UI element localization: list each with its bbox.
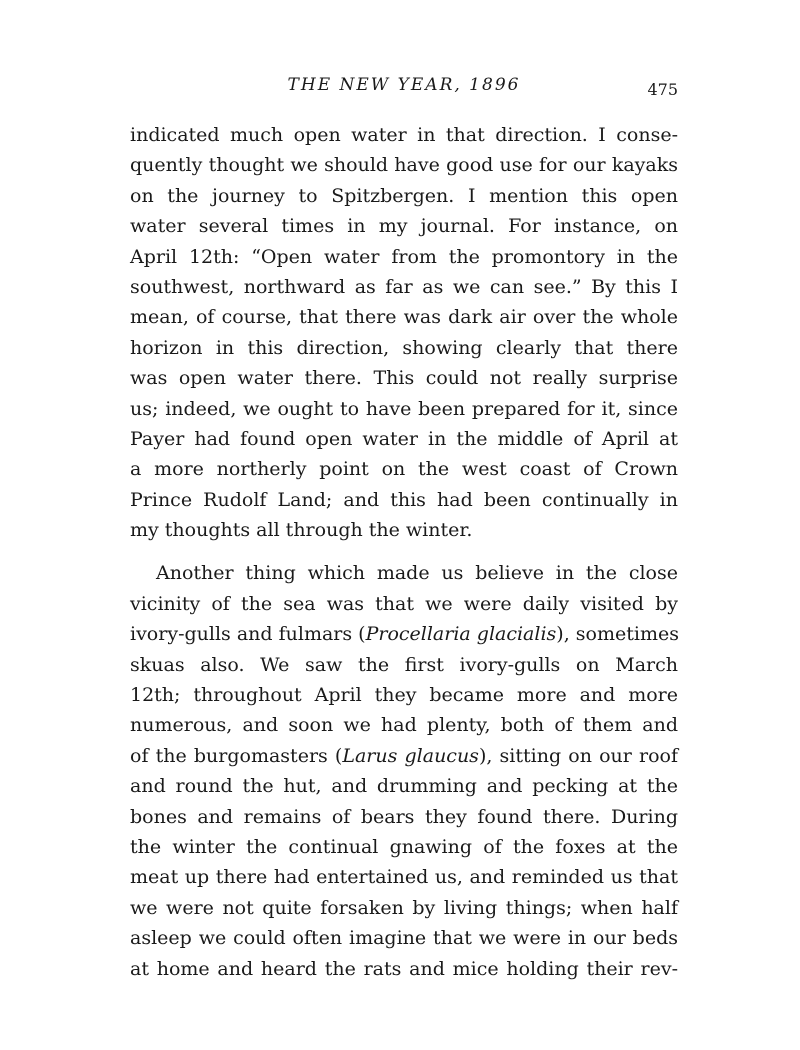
text-line: was open water there. This could not really surprise (130, 367, 678, 390)
text-line: the winter the continual gnawing of the foxes at the (130, 835, 678, 858)
text-run: ivory-gulls and fulmars ( (130, 623, 366, 646)
page-number: 475 (647, 80, 678, 99)
paragraph-2 (130, 558, 678, 983)
text-line: 12th; throughout April they became more and more (130, 684, 678, 707)
text-line: April 12th: “Open water from the promontory in the (130, 245, 678, 268)
species-name: Larus glaucus (342, 744, 479, 767)
text-line: water several times in my journal. For instance, on (130, 215, 678, 238)
text-line: quently thought we should have good use for our kayaks (130, 154, 678, 177)
text-line: asleep we could often imagine that we were in our beds (130, 927, 678, 950)
text-line: skuas also. We saw the first ivory-gulls on March (130, 653, 678, 676)
text-line: indicated much open water in that direction. I conse- (130, 124, 678, 146)
text-line (130, 741, 678, 771)
running-title: THE NEW YEAR, 1896 (287, 75, 521, 95)
paragraph-1 (130, 120, 678, 545)
text-run: of the burgomasters ( (130, 744, 343, 767)
text-line: horizon in this direction, showing clearly that there (130, 336, 678, 359)
text-line: mean, of course, that there was dark air over the whole (130, 306, 678, 329)
text-line: my thoughts all through the winter. (130, 519, 473, 542)
text-line: a more northerly point on the west coast of Crown (130, 458, 678, 481)
text-line: vicinity of the sea was that we were daily visited by (130, 592, 678, 615)
text-line: bones and remains of bears they found there. During (130, 805, 678, 828)
text-line: meat up there had entertained us, and reminded us that (130, 866, 678, 889)
text-line: southwest, northward as far as we can see.” By this I (130, 275, 678, 298)
text-line: Prince Rudolf Land; and this had been continually in (130, 488, 678, 511)
text-run: ), sitting on our roof (478, 744, 678, 767)
text-line (130, 619, 678, 649)
text-line: at home and heard the rats and mice holding their rev- (130, 957, 678, 980)
text-line: Another thing which made us believe in the close (156, 562, 678, 585)
text-line: on the journey to Spitzbergen. I mention this open (130, 184, 678, 207)
body-text (130, 120, 678, 984)
paper-speck (96, 48, 110, 57)
text-line: numerous, and soon we had plenty, both of them and (130, 714, 678, 737)
text-line: we were not quite forsaken by living things; when half (130, 896, 678, 919)
text-line: and round the hut, and drumming and pecking at the (130, 775, 678, 798)
page-header (130, 75, 678, 103)
text-run: ), sometimes (556, 623, 679, 646)
text-line: Payer had found open water in the middle of April at (130, 427, 678, 450)
species-name: Procellaria glacialis (365, 623, 557, 646)
text-line: us; indeed, we ought to have been prepared for it, since (130, 397, 678, 420)
